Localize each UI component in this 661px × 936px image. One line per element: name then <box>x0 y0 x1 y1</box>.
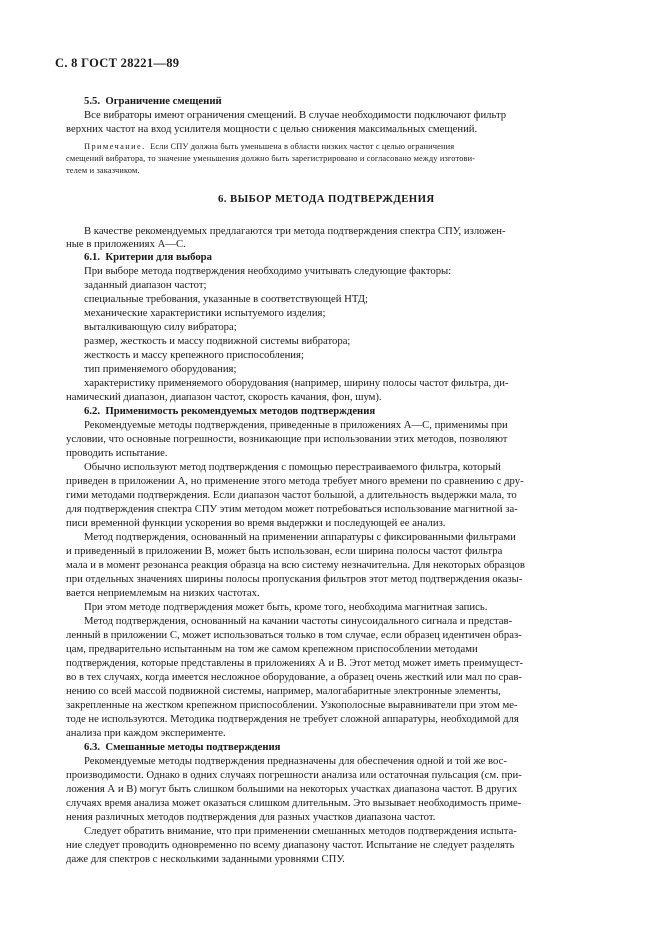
text-line: нения различных методов подтверждения для разных участков диапазона частот. <box>66 811 436 823</box>
text-line: тоде не используются. Методика подтверждения не требует сложной аппаратуры, необходимой для <box>66 713 519 725</box>
text-line: жесткость и массу крепежного приспособления; <box>84 349 304 361</box>
note-line: смещений вибратора, то значение уменьшения должно быть зарегистрировано и согласовано между изготови- <box>66 154 476 163</box>
heading-title: Ограничение смещений <box>105 95 222 107</box>
note-label: Примечание. <box>84 142 146 151</box>
heading-number: 6.2. <box>84 405 101 417</box>
text-line: Метод подтверждения, основанный на качании частоты синусоидального сигнала и представ- <box>84 615 513 627</box>
heading-number: 6.1. <box>84 251 101 263</box>
note-line: телем и заказчиком. <box>66 166 140 175</box>
page-header: С. 8 ГОСТ 28221—89 <box>55 56 180 70</box>
text-line: Все вибраторы имеют ограничения смещений. В случае необходимости подключают фильтр <box>84 109 507 121</box>
text-line: для подтверждения спектра СПУ этим методом может потребоваться использование магнитной за- <box>66 503 518 515</box>
text-line: намический диапазон, диапазон частот, скорость качания, фон, шум). <box>66 391 382 403</box>
section-6-title: 6. ВЫБОР МЕТОДА ПОДТВЕРЖДЕНИЯ <box>218 193 435 205</box>
text-line: Метод подтверждения, основанный на применении аппаратуры с фиксированными фильтрами <box>84 531 516 543</box>
text-line: ленный в приложении С, может использоваться только в том случае, если образец идентичен образ- <box>66 629 522 641</box>
text-line: заданный диапазон частот; <box>84 279 207 291</box>
text-line: ные в приложениях А—С. <box>66 238 186 250</box>
text-line: вается неприемлемым на низких частотах. <box>66 587 260 599</box>
text-line: и приведенный в приложении В, может быть использован, если ширина полосы частот фильтра <box>66 545 503 557</box>
text-line: писи временной функции ускорения во время выдержки и последующей ее анализ. <box>66 517 446 529</box>
text-line: При выборе метода подтверждения необходимо учитывать следующие факторы: <box>84 265 452 277</box>
text-line: размер, жесткость и массу подвижной системы вибратора; <box>84 335 351 347</box>
text-line: случаях время анализа может оказаться слишком длительным. Это вызывает необходимость приме- <box>66 797 522 809</box>
text-line: ние следует проводить одновременно по всему диапазону частот. Испытание не следует разделять <box>66 839 515 851</box>
text-line: При этом методе подтверждения может быть, кроме того, необходима магнитная запись. <box>84 601 488 613</box>
text-line: цам, предварительно испытанным на том же самом крепежном приспособлении методами <box>66 643 478 655</box>
text-line: мала и в момент резонанса реакция образца на всю систему незначительна. Для некоторых образцов <box>66 559 525 571</box>
section-6-1-heading <box>84 251 212 264</box>
heading-number: 5.5. <box>84 95 101 107</box>
text-line: Обычно используют метод подтверждения с помощью перестраиваемого фильтра, который <box>84 461 501 473</box>
section-6-2-heading <box>84 405 375 418</box>
text-line: ложения А и В) могут быть слишком большими на некоторых участках диапазона частот. В других <box>66 783 518 795</box>
text-line: условии, что основные погрешности, возникающие при использовании этих методов, позволяют <box>66 433 508 445</box>
text-line: характеристику применяемого оборудования (например, ширину полосы частот фильтра, ди- <box>84 377 509 389</box>
text-line: подтверждения, которые представлены в приложениях А и В. Этот метод может иметь преимущест- <box>66 657 524 669</box>
text-line: во в тех случаях, когда имеется несложное оборудование, а образец очень жесткий или мал по срав- <box>66 671 522 683</box>
section-6-3-heading <box>84 741 280 754</box>
text-line: Рекомендуемые методы подтверждения, приведенные в приложениях А—С, применимы при <box>84 419 508 431</box>
heading-title: Критерии для выбора <box>105 251 212 263</box>
text-line: анализа при каждом эксперименте. <box>66 727 226 739</box>
text-line: Следует обратить внимание, что при применении смешанных методов подтверждения испыта- <box>84 825 517 837</box>
text-line: закрепленные на жестком крепежном приспособлении. Узкополосные выравниватели при этом ме- <box>66 699 518 711</box>
text-line: нению со всей массой подвижной системы, например, малогабаритные электронные элементы, <box>66 685 501 697</box>
text-line: приведен в приложении А, но применение этого метода требует много времени по сравнению с дру- <box>66 475 524 487</box>
text-line: даже для спектров с несколькими заданными уровнями СПУ. <box>66 853 345 865</box>
text-line: проводить испытание. <box>66 447 168 459</box>
text-line: механические характеристики испытуемого изделия; <box>84 307 326 319</box>
heading-title: Применимость рекомендуемых методов подтверждения <box>105 405 376 417</box>
text-line: выталкивающую силу вибратора; <box>84 321 237 333</box>
heading-title: Смешанные методы подтверждения <box>105 741 281 753</box>
text-line: тип применяемого оборудования; <box>84 363 237 375</box>
text-line: производимости. Однако в одних случаях погрешности анализа или остаточная пульсация (см. при- <box>66 769 522 781</box>
heading-number: 6.3. <box>84 741 101 753</box>
text-line: гими методами подтверждения. Если диапазон частот большой, а длительность выдержки мала, то <box>66 489 517 501</box>
text-line: В качестве рекомендуемых предлагаются три метода подтверждения спектра СПУ, изложен- <box>84 225 506 237</box>
text-line: при отдельных значениях ширины полосы пропускания фильтров этот метод подтверждения оказы- <box>66 573 523 585</box>
text-line: верхних частот на вход усилителя мощности с целью снижения максимальных смещений. <box>66 123 478 135</box>
section-5-5-heading <box>84 95 222 108</box>
note-text: Если СПУ должна быть уменьшена в области низких частот с целью ограничения <box>150 142 455 151</box>
text-line: специальные требования, указанные в соответствующей НТД; <box>84 293 368 305</box>
text-line: Рекомендуемые методы подтверждения предназначены для обеспечения одной и той же вос- <box>84 755 507 767</box>
